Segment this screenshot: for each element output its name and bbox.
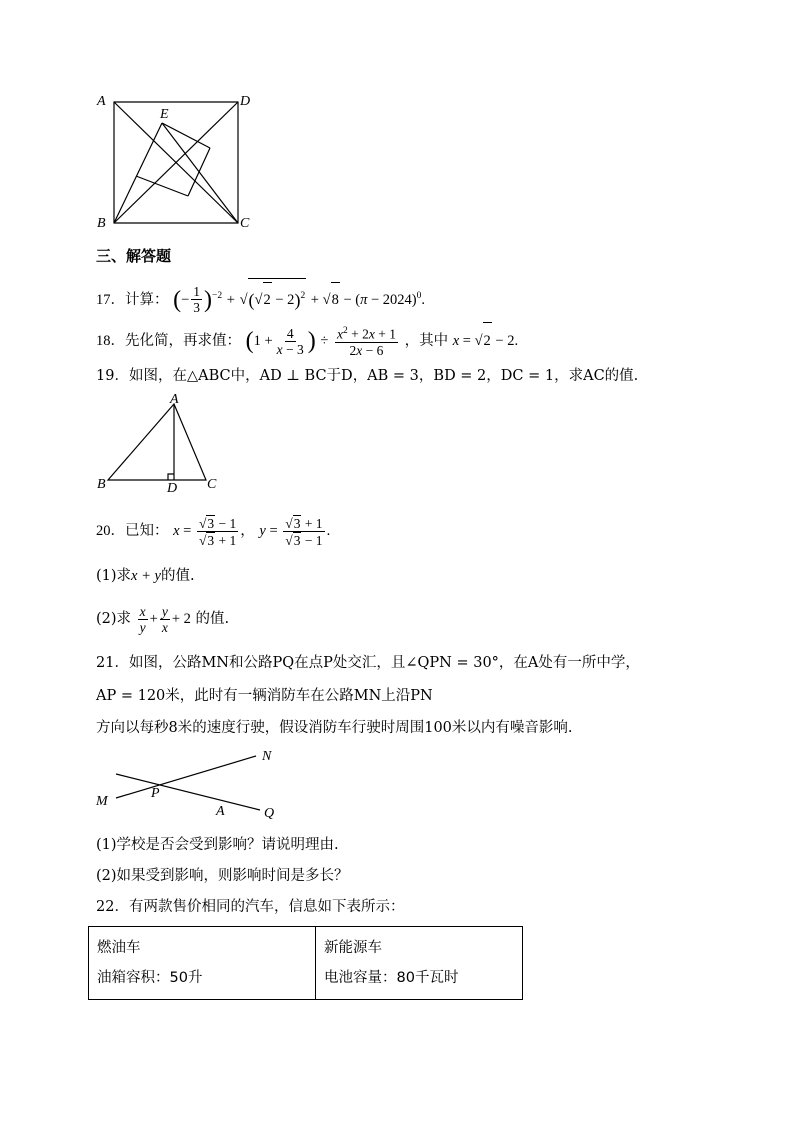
question-20: 20．已知： x = $\frac{√3 - 1}{√3 + 1}$ ， y = $\frac{√3 + 1}{√3 - 1}$ . [96,515,331,548]
fuel-car-title: 燃油车 [97,940,141,956]
q21-line1: 21．如图，公路MN和公路PQ在点P处交汇，且∠QPN = 30°，在A处有一所中学， [96,655,640,671]
tri-label-b: B [97,477,106,492]
fuel-car-cell [89,927,316,1000]
right-angle-mark [168,474,174,480]
q17-number: 17． [96,291,125,308]
table-row [89,927,523,1000]
tri-label-d: D [167,481,178,496]
q20-number: 20． [96,523,125,539]
car-comparison-table [88,926,523,1000]
tri-label-c: C [207,477,217,492]
q20-part2-suffix: 的值. [195,611,230,627]
label-a: A [97,94,106,109]
q17-text: 计算： [125,291,169,308]
fuel-car-detail: 油箱容积：50升 [97,970,203,986]
q20-part2: (2)求 $\frac{x}{y}$ + $\frac{y}{x}$ + 2 的值. [96,603,230,635]
ev-car-detail: 电池容量：80千瓦时 [324,970,459,986]
q21-part2: (2)如果受到影响，则影响时间是多长？ [96,868,349,884]
label-d: D [240,94,251,109]
q18-text: 先化简，再求值： [125,333,241,349]
q20-part2-prefix: (2)求 [96,611,132,627]
label-e: E [160,107,169,122]
road-label-a: A [216,804,225,819]
label-c: C [240,216,250,231]
question-18: 18．先化简，再求值： (1 + $\frac{4}{x - 3}$ ) ÷ $\frac{x^2 + 2x + 1}{2x - 6}$ ，其中 x = √2 − 2. [96,322,518,359]
q21-part1: (1)学校是否会受到影响？请说明理由. [96,837,339,853]
road-label-n: N [262,749,272,764]
inner-bottom [136,176,188,196]
q21-line2: AP = 120米，此时有一辆消防车在公路MN上沿PN [96,688,433,704]
ev-car-cell [316,927,523,1000]
segment-ec [162,123,238,223]
question-19: 19．如图，在△ABC中，AD ⊥ BC于D，AB = 3，BD = 2，DC = 1，求AC的值. [96,368,639,384]
tri-label-a: A [170,392,179,407]
q20-part1-prefix: (1)求 [96,568,132,584]
question-22: 22．有两款售价相同的汽车，信息如下表所示： [96,899,405,915]
q20-part1-expr: x + y [131,568,161,584]
segment-be [114,123,162,223]
inner-top [162,123,210,148]
triangle-abc [108,404,206,480]
ev-car-title: 新能源车 [324,940,382,956]
q20-part1-suffix: 的值. [160,568,195,584]
section-heading: 三、解答题 [96,247,172,265]
q21-line3: 方向以每秒8米的速度行驶，假设消防车行驶时周围100米以内有噪音影响. [96,720,573,736]
road-label-q: Q [264,806,275,821]
q18-number: 18． [96,333,125,349]
question-17: 17．计算： (− $\frac{1}{3}$ )$^{-2} + √(√2 - 2)^2 + √8 - (\pi - 2024)^0$. [96,278,425,317]
q18-tail: ，其中 [404,333,449,349]
road-label-m: M [96,794,108,809]
road-label-p: P [151,786,160,801]
label-b: B [97,216,106,231]
q20-part1 [96,566,195,586]
q20-text: 已知： [125,523,169,539]
